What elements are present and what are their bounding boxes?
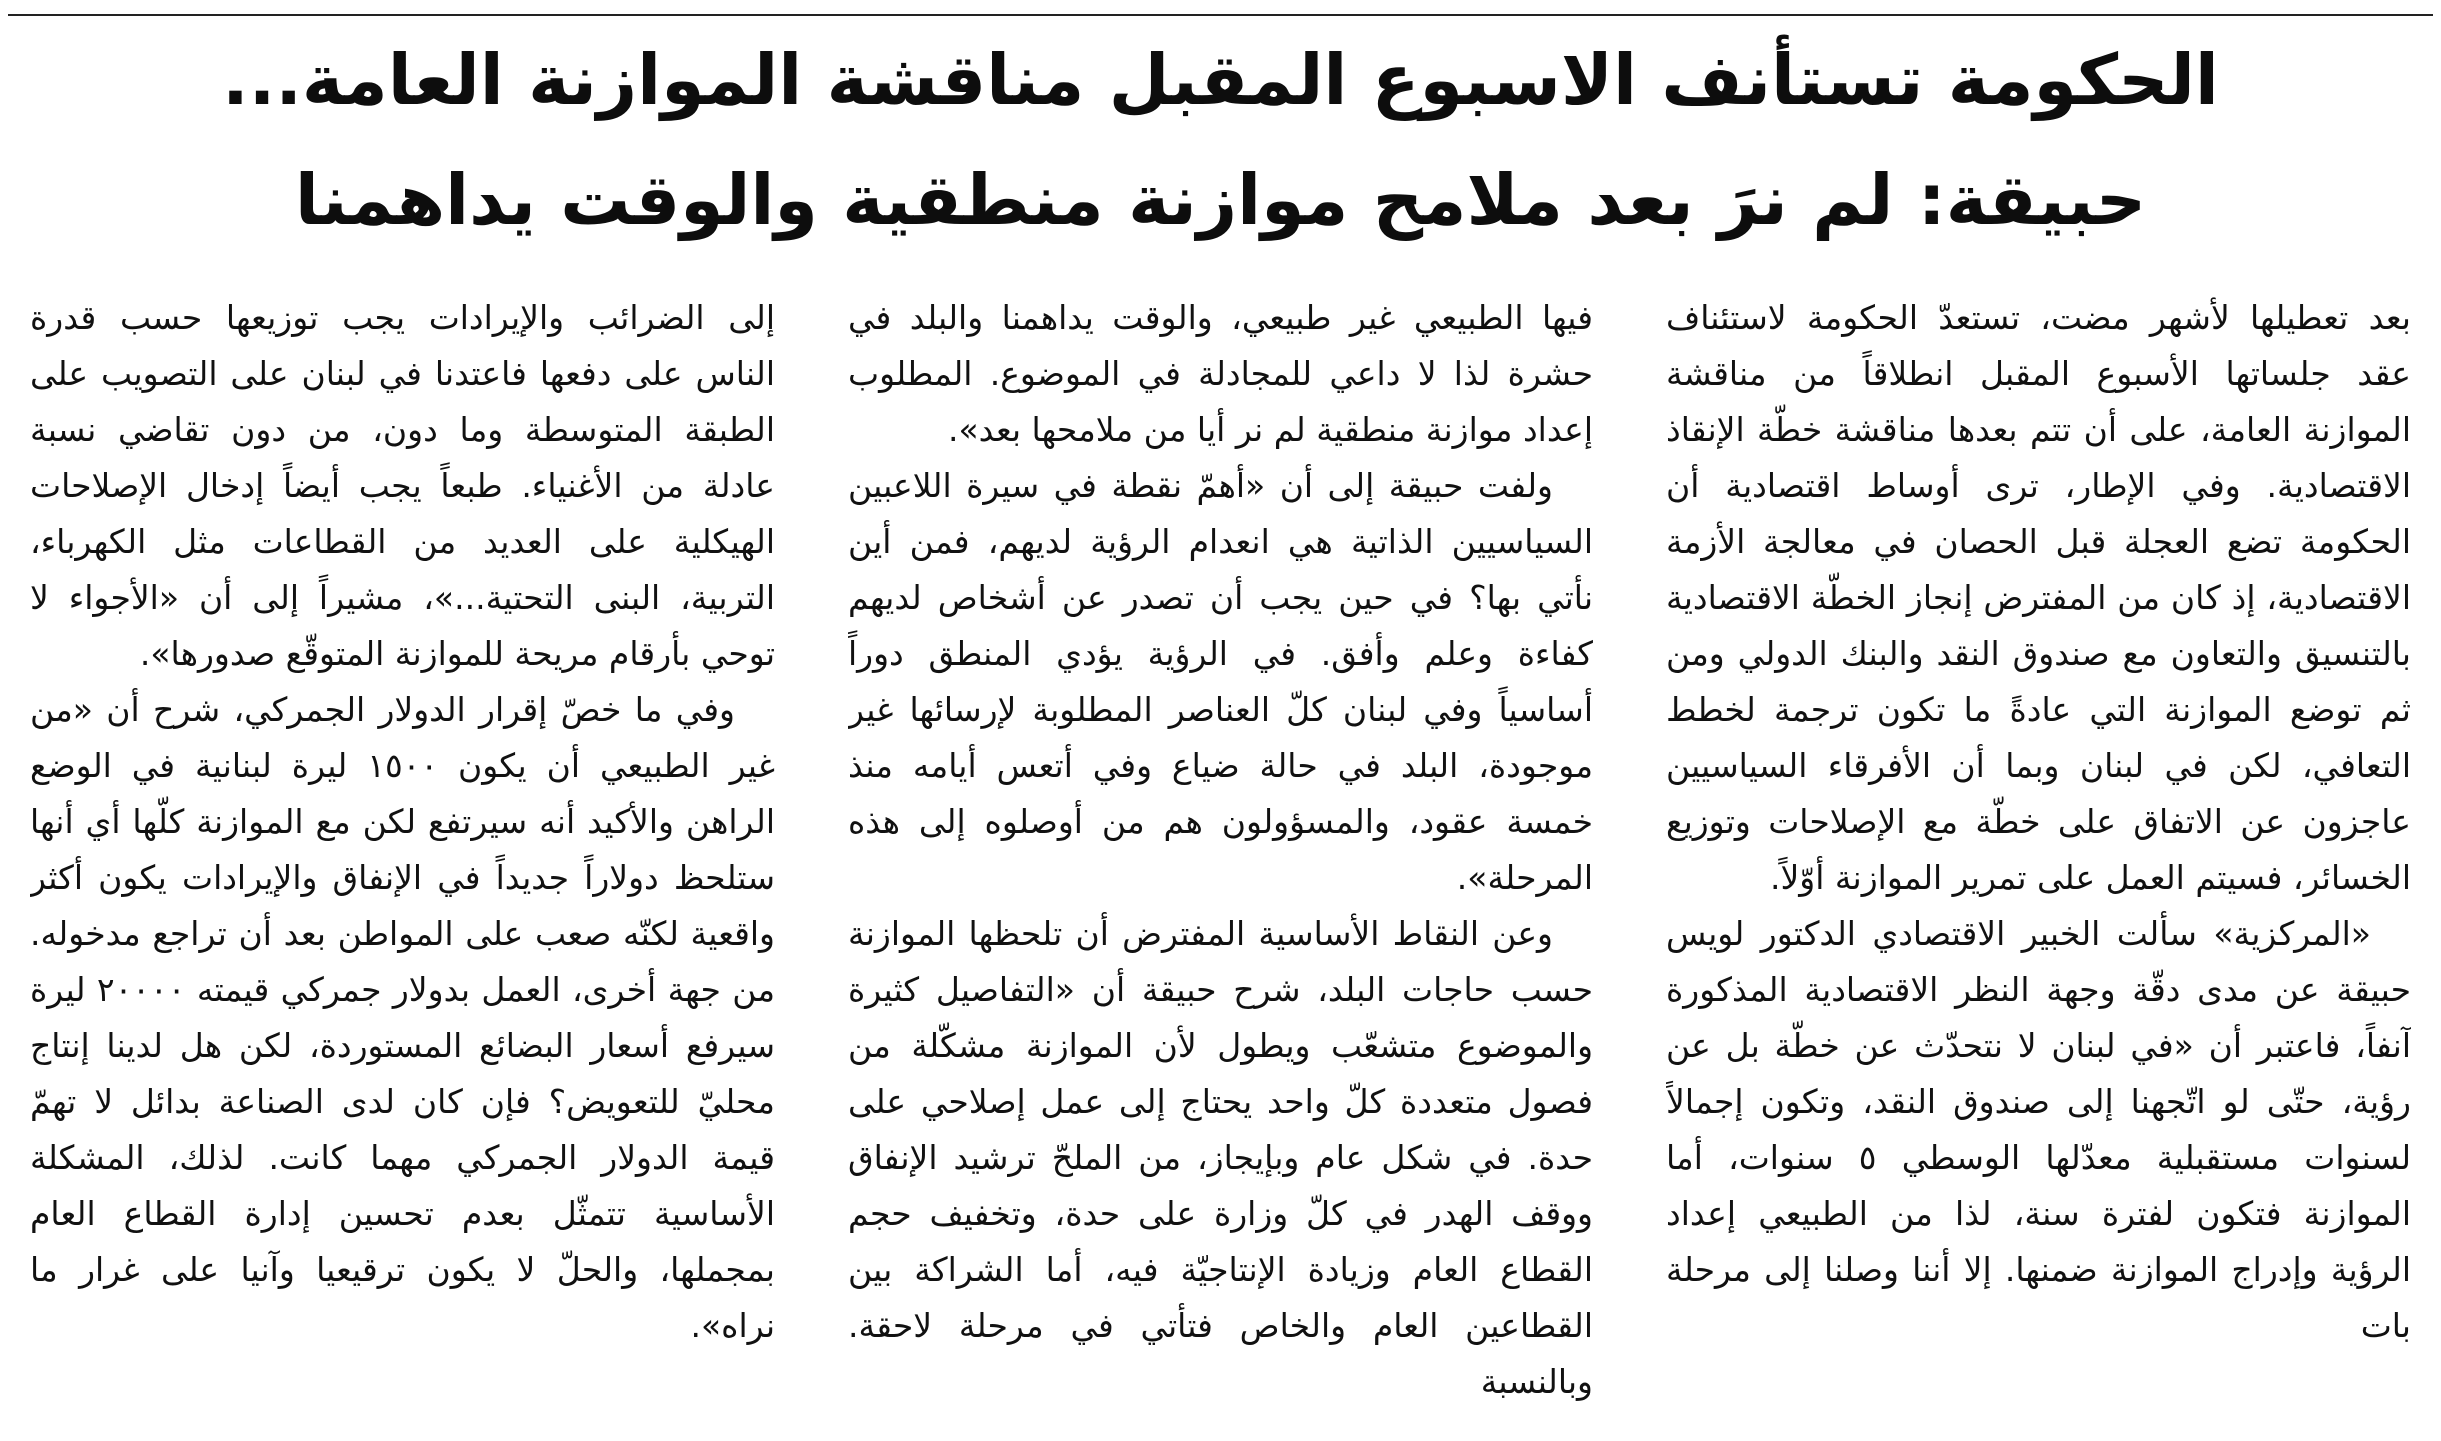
article-column-1 bbox=[1666, 290, 2411, 1420]
headline-line-2: حبيقة: لم نرَ بعد ملامح موازنة منطقية والوقت يداهمنا bbox=[294, 159, 2147, 241]
column-3-paragraph-1: إلى الضرائب والإيرادات يجب توزيعها حسب قدرة الناس على دفعها فاعتدنا في لبنان على التصويب على الطبقة المتوسطة وما دون، من دون تقاضي نسبة عادلة من الأغنياء. طبعاً يجب أيضاً إدخال الإصلاحات الهيكلية على العديد من القطاعات مثل الكهرباء، التربية، البنى التحتية...»، مشيراً إلى أن «الأجواء لا توحي بأرقام مريحة للموازنة المتوقّع صدورها». bbox=[30, 298, 775, 673]
column-2-paragraph-2: ولفت حبيقة إلى أن «أهمّ نقطة في سيرة اللاعبين السياسيين الذاتية هي انعدام الرؤية لديهم، فمن أين نأتي بها؟ في حين يجب أن تصدر عن أشخاص لديهم كفاءة وعلم وأفق. في الرؤية يؤدي المنطق دوراً أساسياً وفي لبنان كلّ العناصر المطلوبة لإرسائها غير موجودة، البلد في حالة ضياع وفي أتعس أيامه منذ خمسة عقود، والمسؤولون هم من أوصلوه إلى هذه المرحلة». bbox=[848, 466, 1593, 897]
article-columns bbox=[30, 290, 2411, 1420]
column-2-paragraph-1: فيها الطبيعي غير طبيعي، والوقت يداهمنا والبلد في حشرة لذا لا داعي للمجادلة في الموضوع. المطلوب إعداد موازنة منطقية لم نر أيا من ملامحها بعد». bbox=[848, 298, 1593, 449]
article-column-3 bbox=[30, 290, 775, 1420]
column-2-paragraph-3: وعن النقاط الأساسية المفترض أن تلحظها الموازنة حسب حاجات البلد، شرح حبيقة أن «التفاصيل كثيرة والموضوع متشعّب ويطول لأن الموازنة مشكّلة من فصول متعددة كلّ واحد يحتاج إلى عمل إصلاحي على حدة. في شكل عام وبإيجاز، من الملحّ ترشيد الإنفاق ووقف الهدر في كلّ وزارة على حدة، وتخفيف حجم القطاع العام وزيادة الإنتاجيّة فيه، أما الشراكة بين القطاعين العام والخاص فتأتي في مرحلة لاحقة. وبالنسبة bbox=[848, 914, 1593, 1401]
top-rule bbox=[8, 14, 2433, 16]
column-1-paragraph-2: «المركزية» سألت الخبير الاقتصادي الدكتور لويس حبيقة عن مدى دقّة وجهة النظر الاقتصادية المذكورة آنفاً، فاعتبر أن «في لبنان لا نتحدّث عن خطّة بل عن رؤية، حتّى لو اتّجهنا إلى صندوق النقد، وتكون إجمالاً لسنوات مستقبلية معدّلها الوسطي ٥ سنوات، أما الموازنة فتكون لفترة سنة، لذا من الطبيعي إعداد الرؤية وإدراج الموازنة ضمنها. إلا أننا وصلنا إلى مرحلة بات bbox=[1666, 914, 2411, 1345]
column-3-paragraph-2: وفي ما خصّ إقرار الدولار الجمركي، شرح أن «من غير الطبيعي أن يكون ١٥٠٠ ليرة لبنانية في الوضع الراهن والأكيد أنه سيرتفع لكن مع الموازنة كلّها أي أنها ستلحظ دولاراً جديداً في الإنفاق والإيرادات يكون أكثر واقعية لكنّه صعب على المواطن بعد أن تراجع مدخوله. من جهة أخرى، العمل بدولار جمركي قيمته ٢٠٠٠٠ ليرة سيرفع أسعار البضائع المستوردة، لكن هل لدينا إنتاج محليّ للتعويض؟ فإن كان لدى الصناعة بدائل لا تهمّ قيمة الدولار الجمركي مهما كانت. لذلك، المشكلة الأساسية تتمثّل بعدم تحسين إدارة القطاع العام بمجملها، والحلّ لا يكون ترقيعيا وآنيا على غرار ما نراه». bbox=[30, 690, 775, 1345]
headline-line-1: الحكومة تستأنف الاسبوع المقبل مناقشة الموازنة العامة... bbox=[222, 39, 2219, 121]
article-column-2 bbox=[848, 290, 1593, 1420]
column-1-paragraph-1: بعد تعطيلها لأشهر مضت، تستعدّ الحكومة لاستئناف عقد جلساتها الأسبوع المقبل انطلاقاً من مناقشة الموازنة العامة، على أن تتم بعدها مناقشة خطّة الإنقاذ الاقتصادية. وفي الإطار، ترى أوساط اقتصادية أن الحكومة تضع العجلة قبل الحصان في معالجة الأزمة الاقتصادية، إذ كان من المفترض إنجاز الخطّة الاقتصادية بالتنسيق والتعاون مع صندوق النقد والبنك الدولي ومن ثم توضع الموازنة التي عادةً ما تكون ترجمة لخطط التعافي، لكن في لبنان وبما أن الأفرقاء السياسيين عاجزون عن الاتفاق على خطّة مع الإصلاحات وتوزيع الخسائر، فسيتم العمل على تمرير الموازنة أوّلاً. bbox=[1666, 298, 2411, 897]
